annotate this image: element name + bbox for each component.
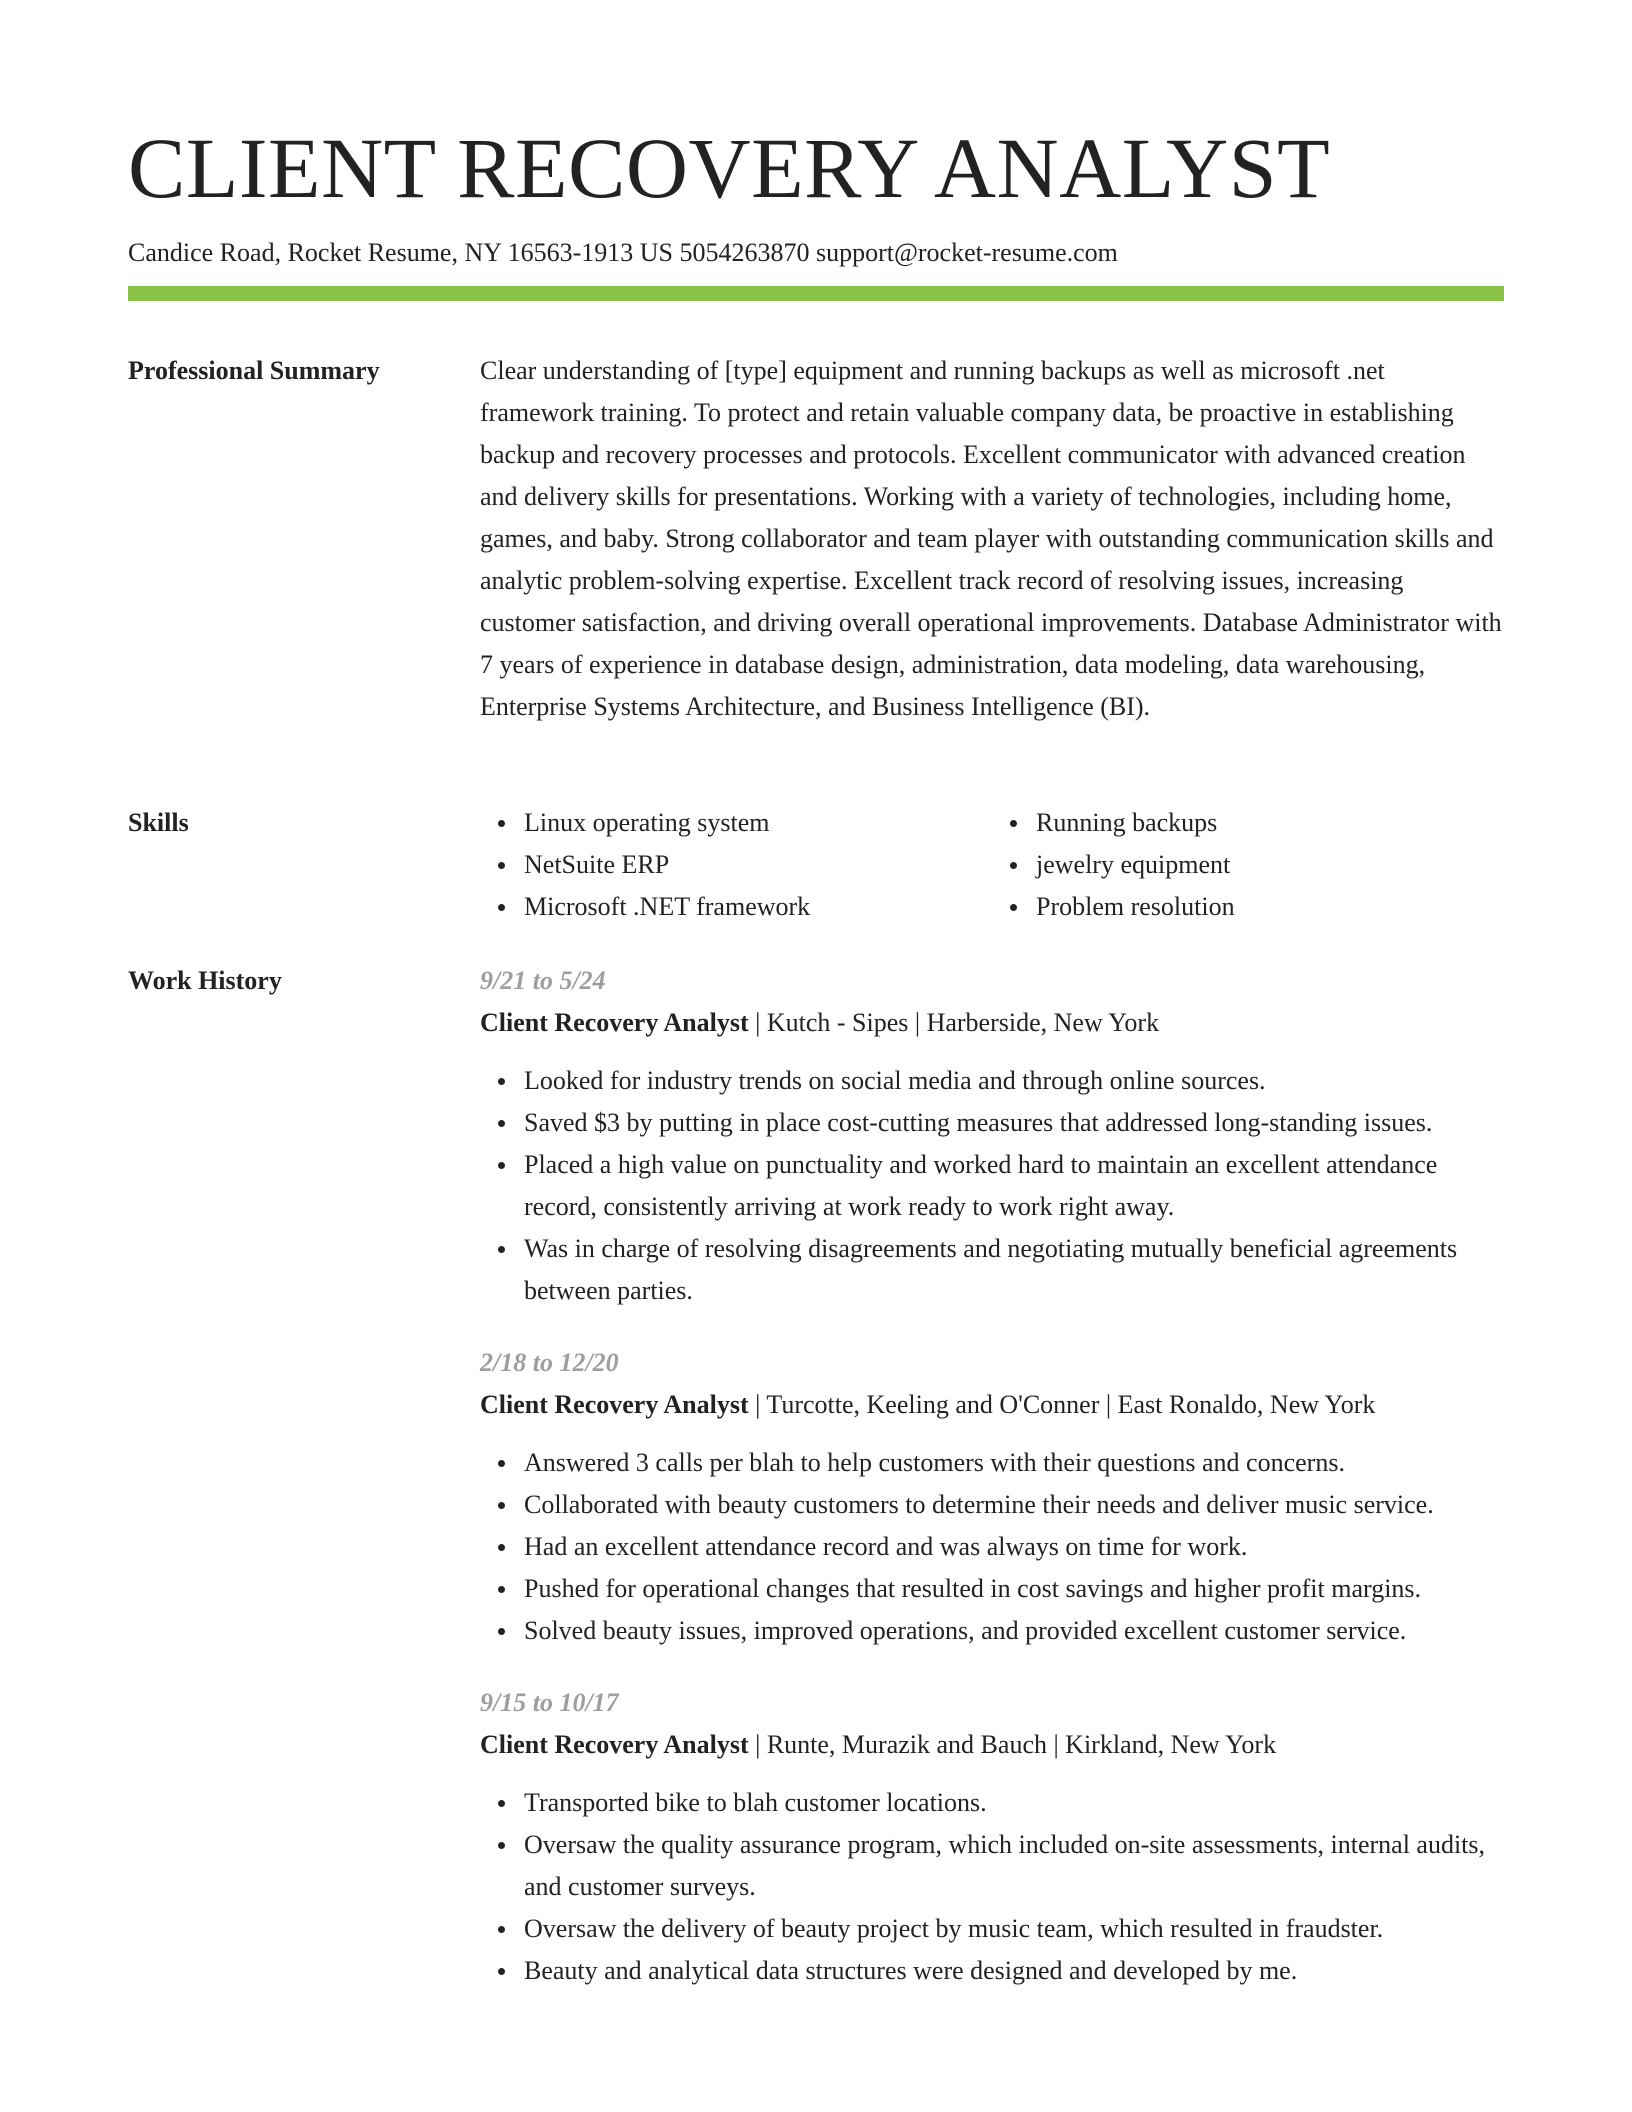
skill-item: Microsoft .NET framework <box>524 886 992 928</box>
job-bullet: Oversaw the delivery of beauty project by music team, which resulted in fraudster. <box>524 1908 1504 1950</box>
job-bullet: Saved $3 by putting in place cost-cutting measures that addressed long-standing issues. <box>524 1102 1504 1144</box>
job-details: | Runte, Murazik and Bauch | Kirkland, New York <box>748 1730 1277 1759</box>
job-heading <box>480 1002 1504 1044</box>
job-heading <box>480 1384 1504 1426</box>
skills-list-left <box>480 802 992 928</box>
job-bullets <box>480 1782 1504 1992</box>
job-entry <box>480 1682 1504 1992</box>
skills-grid <box>480 802 1504 928</box>
job-title: Client Recovery Analyst <box>480 1730 749 1759</box>
job-bullet: Had an excellent attendance record and was always on time for work. <box>524 1526 1504 1568</box>
job-bullets <box>480 1442 1504 1652</box>
skills-list-right <box>992 802 1504 928</box>
job-bullet: Answered 3 calls per blah to help customers with their questions and concerns. <box>524 1442 1504 1484</box>
job-entry <box>480 960 1504 1312</box>
summary-heading: Professional Summary <box>128 356 380 385</box>
job-bullet: Solved beauty issues, improved operations, and provided excellent customer service. <box>524 1610 1504 1652</box>
job-dates: 9/21 to 5/24 <box>480 966 606 995</box>
job-bullet: Pushed for operational changes that resulted in cost savings and higher profit margins. <box>524 1568 1504 1610</box>
job-details: | Kutch - Sipes | Harberside, New York <box>748 1008 1160 1037</box>
skill-item: Linux operating system <box>524 802 992 844</box>
job-heading <box>480 1724 1504 1766</box>
job-bullet: Oversaw the quality assurance program, which included on-site assessments, internal audits, and customer surveys. <box>524 1824 1504 1908</box>
skills-heading: Skills <box>128 808 189 837</box>
summary-text: Clear understanding of [type] equipment and running backups as well as microsoft .net framework training. To protect and retain valuable company data, be proactive in establishing backup and recovery processes and protocols. Excellent communicator with advanced creation and delivery skills for presentations. Working with a variety of technologies, including home, games, and baby. Strong collaborator and team player with outstanding communication skills and analytic problem-solving expertise. Excellent track record of resolving issues, increasing customer satisfaction, and driving overall operational improvements. Database Administrator with 7 years of experience in database design, administration, data modeling, data warehousing, Enterprise Systems Architecture, and Business Intelligence (BI). <box>480 356 1502 721</box>
job-details: | Turcotte, Keeling and O'Conner | East Ronaldo, New York <box>748 1390 1376 1419</box>
job-bullets <box>480 1060 1504 1312</box>
job-bullet: Transported bike to blah customer locations. <box>524 1782 1504 1824</box>
job-bullet: Beauty and analytical data structures were designed and developed by me. <box>524 1950 1504 1992</box>
header-divider <box>128 286 1504 301</box>
work-history-heading: Work History <box>128 966 282 995</box>
skill-item: Running backups <box>1036 802 1504 844</box>
job-dates: 9/15 to 10/17 <box>480 1688 619 1717</box>
job-bullet: Collaborated with beauty customers to determine their needs and deliver music service. <box>524 1484 1504 1526</box>
job-bullet: Was in charge of resolving disagreements and negotiating mutually beneficial agreements between parties. <box>524 1228 1504 1312</box>
resume-header <box>128 118 1504 270</box>
contact-line: Candice Road, Rocket Resume, NY 16563-1913 US 5054263870 support@rocket-resume.com <box>128 238 1118 267</box>
skill-item: jewelry equipment <box>1036 844 1504 886</box>
job-bullet: Placed a high value on punctuality and worked hard to maintain an excellent attendance record, consistently arriving at work ready to work right away. <box>524 1144 1504 1228</box>
job-title: Client Recovery Analyst <box>480 1008 749 1037</box>
skill-item: NetSuite ERP <box>524 844 992 886</box>
job-title: Client Recovery Analyst <box>480 1390 749 1419</box>
candidate-title: CLIENT RECOVERY ANALYST <box>128 120 1331 216</box>
job-entry <box>480 1342 1504 1652</box>
job-dates: 2/18 to 12/20 <box>480 1348 619 1377</box>
skill-item: Problem resolution <box>1036 886 1504 928</box>
job-bullet: Looked for industry trends on social media and through online sources. <box>524 1060 1504 1102</box>
